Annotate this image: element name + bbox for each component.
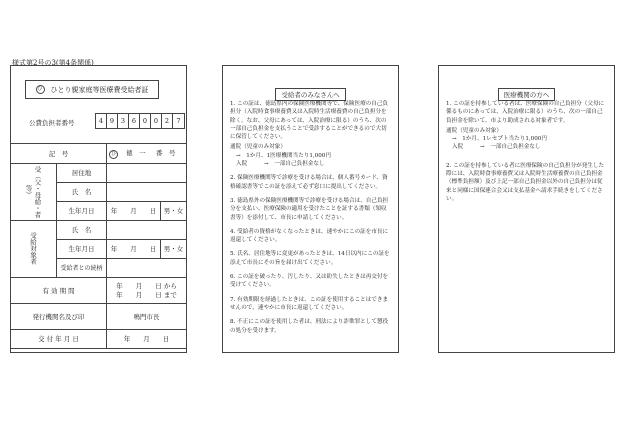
validity-label: 有 効 期 間	[11, 277, 107, 303]
recipient-notes	[222, 65, 399, 353]
note-item: 2. この証を持参している者に医療保険の自己負担分が発生した際には、入院時食事療養費又は入院時生活療養費の自己負担金（標準負担額）及び上記一部自己負担金以外の自己負担分は従来と同様に国保連合会又は支払基金へ請求手続きをしてください。	[446, 162, 605, 202]
sex-value: 男・女	[160, 201, 186, 220]
coverage-box	[230, 143, 391, 168]
issue-date-row	[11, 329, 186, 348]
name-label: 氏 名	[57, 182, 107, 201]
hi-seal-icon: ひ	[111, 150, 117, 157]
hi-seal-icon: ひ	[37, 86, 43, 92]
birth-label: 生年月日	[57, 201, 107, 220]
payer-digit: 3	[118, 114, 129, 128]
guardian-group-label: 受（父・母給・者等）	[11, 163, 57, 220]
note-item: 6. この証を破ったり、汚したり、又は紛失したときは再交付を受けてください。	[230, 274, 389, 289]
coverage-inpatient: → 一部自己負担金なし	[264, 161, 325, 168]
number-label: 記 号	[11, 144, 107, 163]
payer-digit: 9	[107, 114, 118, 128]
address-label: 居住地	[57, 163, 107, 182]
validity-value	[107, 277, 186, 303]
note-item: 8. 不正にこの証を使用した者は、刑法により詐欺罪として懲役の処分を受けます。	[230, 319, 389, 334]
guardian-address-row	[11, 163, 186, 182]
payer-digit: 0	[140, 114, 151, 128]
address-value	[107, 163, 186, 182]
issuer-label: 発行機関名及び印	[11, 303, 107, 329]
coverage-outpatient: → 1か月、1医療機関当たり1,000円	[236, 152, 331, 159]
coverage-outpatient: → 1か月、1レセプト当たり1,000円	[452, 136, 547, 143]
relation-value	[107, 258, 186, 277]
coverage-box	[446, 127, 607, 152]
note-item: 4. 受給者の資格がなくなったときは、速やかにこの証を市長に返還してください。	[230, 228, 389, 244]
certificate-title-box	[25, 80, 159, 99]
institution-notes-heading: 医療機関の方へ	[498, 88, 556, 101]
target-birth-label: 生年月日	[57, 239, 107, 258]
name-value	[107, 182, 186, 201]
coverage-inpatient-label: 入院	[452, 144, 464, 151]
form-label: 様式第2号の3(第4条関係)	[12, 59, 94, 67]
payer-number-label: 公費負担者番号	[29, 119, 75, 127]
target-sex-value: 男・女	[160, 239, 186, 258]
birth-value: 年 月 日	[107, 201, 161, 220]
payer-number	[95, 113, 185, 129]
note-item: 7. 有効期限を経過したときは、この証を使用することはできませんので、速やかに市長に返還してください。	[230, 296, 389, 311]
target-name-row	[11, 220, 186, 239]
issue-date-label: 交 付 年 月 日	[11, 329, 107, 348]
coverage-inpatient-label: 入院	[236, 161, 248, 168]
note-item: 3. 徳島県外の保険医療機関等で診療を受ける場合は、自己負担分を支払い、医療保険の適用を受けたことを証する書類（領収書等）を添付して、市長に申請してください。	[230, 197, 389, 221]
number-value	[107, 144, 186, 163]
payer-digit: 4	[96, 114, 107, 128]
issuer-row	[11, 303, 186, 329]
recipient-notes-heading: 受給者のみなさんへ	[275, 88, 345, 101]
note-item: 2. 保険医療機関等で診療を受ける場合は、個人番号カード、資格確認書等でこの証を添えて必ず窓口に提出してください。	[230, 175, 388, 190]
institution-notes	[438, 65, 615, 353]
certificate-front	[10, 65, 187, 353]
validity-from: 年 月 日 から	[116, 282, 177, 290]
number-row	[11, 144, 186, 163]
coverage-inpatient: → 一部自己負担金なし	[480, 144, 541, 151]
number-mid: 徳 一	[126, 148, 146, 157]
note-item: 1. この証を持参している者は、医療保険の自己負担分（父母に係るものにあっては、入院治療に限る）のうち、次の一部自己負担金を除いて、市より助成される対象者です。	[446, 101, 605, 124]
number-label-2: 番 号	[156, 148, 176, 157]
validity-to: 年 月 日 まで	[116, 291, 177, 299]
note-item: 1. この証は、徳島県内の保険医療機関等で、保険医療の自己負担分（入院時食事療養費又は入院時生活療養費の自己負担分を除く。なお、父母にあっては、入院治療に限る）のうち、次の一部自己負担金を支払うことで受診することができるので大切に保管してください。	[230, 101, 389, 141]
issuer-value: 鳴門市長	[107, 303, 186, 329]
certificate-table	[11, 144, 186, 349]
target-name-value	[107, 220, 186, 239]
target-name-label: 氏 名	[57, 220, 107, 239]
validity-row	[11, 277, 186, 303]
issue-date-value: 年 月 日	[107, 329, 186, 348]
coverage-title: 通院（児童のみ対象）	[446, 127, 502, 134]
payer-digit: 7	[176, 117, 181, 125]
target-group-label: 受給対象者	[11, 220, 57, 277]
certificate-header	[11, 66, 186, 144]
coverage-title: 通院（児童のみ対象）	[230, 144, 286, 151]
payer-digit: 0	[151, 114, 162, 128]
payer-digit: 2	[162, 114, 173, 128]
note-item: 5. 氏名、居住地等に変更があったときは、14日以内にこの証を添えて市長にその旨を届け出てください。	[230, 251, 390, 266]
certificate-title: ひとり親家庭等医療費受給者証	[50, 85, 149, 94]
payer-digit: 6	[129, 114, 140, 128]
target-birth-value: 年 月 日	[107, 239, 161, 258]
relation-label: 受給者との続柄	[57, 258, 107, 277]
